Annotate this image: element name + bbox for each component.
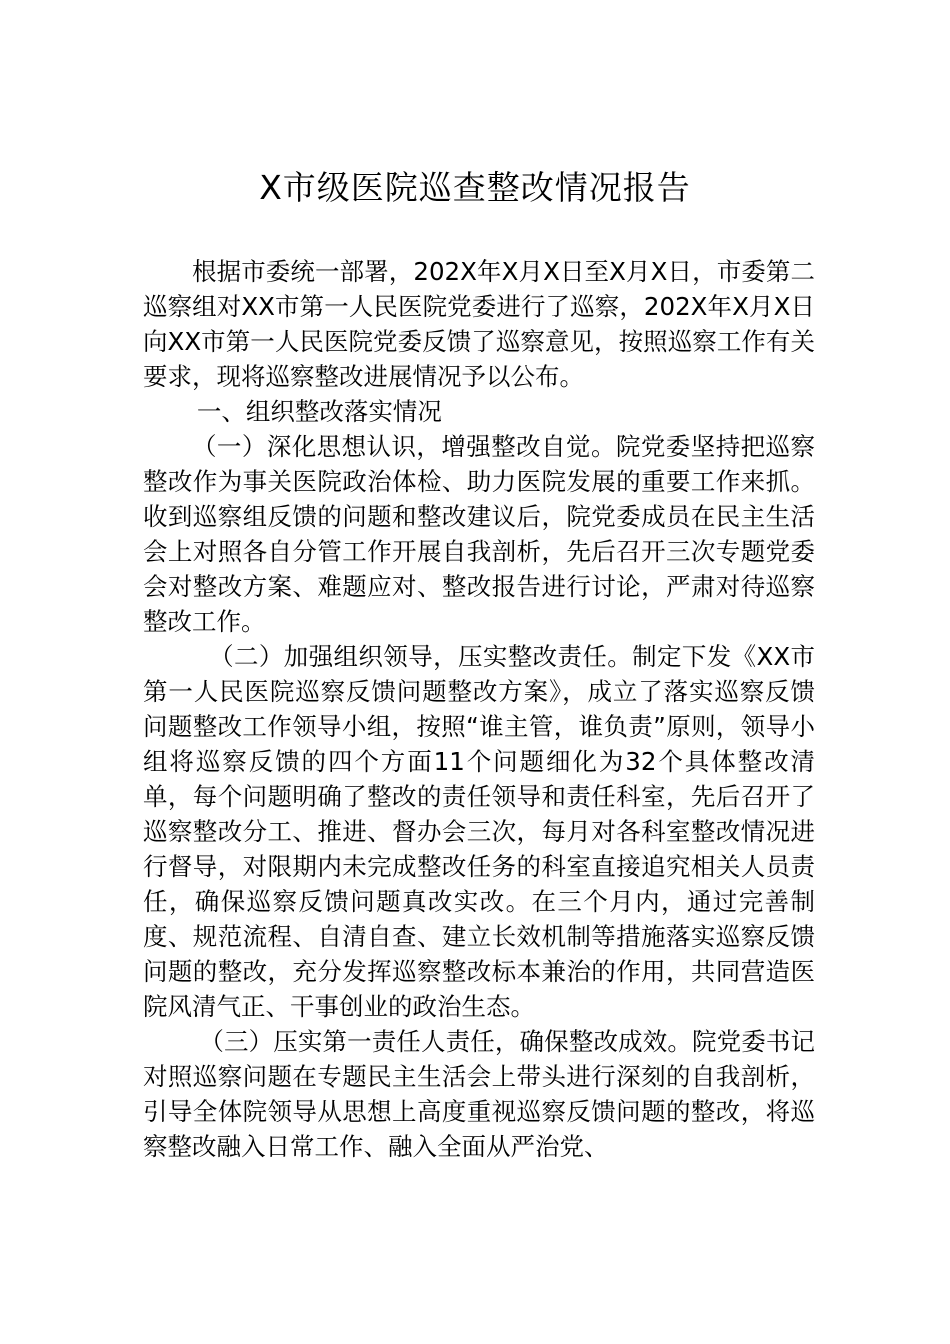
subsection-paragraph-2: （二）加强组织领导，压实整改责任。制定下发《XX市第一人民医院巡察反馈问题整改方案》，成立了落实巡察反馈问题整改工作领导小组，按照“谁主管，谁负责”原则，领导小组将巡察反馈的四个方面11个问题细化为32个具体整改清单，每个问题明确了整改的责任领导和责任科室，先后召开了巡察整改分工、推进、督办会三次，每月对各科室整改情况进行督导，对限期内未完成整改任务的科室直接追究相关人员责任，确保巡察反馈问题真改实改。在三个月内，通过完善制度、规范流程、自清自查、建立长效机制等措施落实巡察反馈问题的整改，充分发挥巡察整改标本兼治的作用，共同营造医院风清气正、干事创业的政治生态。: [143, 642, 815, 1021]
subsection-paragraph-3: （三）压实第一责任人责任，确保整改成效。院党委书记对照巡察问题在专题民主生活会上带头进行深刻的自我剖析，引导全体院领导从思想上高度重视巡察反馈问题的整改，将巡察整改融入日常工作、融入全面从严治党、: [143, 1027, 815, 1161]
document-body: [143, 254, 815, 1164]
document-title: X市级医院巡查整改情况报告: [259, 168, 691, 207]
intro-paragraph: 根据市委统一部署，202X年X月X日至X月X日，市委第二巡察组对XX市第一人民医院党委进行了巡察，202X年X月X日向XX市第一人民医院党委反馈了巡察意见，按照巡察工作有关要求，现将巡察整改进展情况予以公布。: [143, 257, 815, 391]
subsection-paragraph-1: （一）深化思想认识，增强整改自觉。院党委坚持把巡察整改作为事关医院政治体检、助力医院发展的重要工作来抓。收到巡察组反馈的问题和整改建议后，院党委成员在民主生活会上对照各自分管工作开展自我剖析，先后召开三次专题党委会对整改方案、难题应对、整改报告进行讨论，严肃对待巡察整改工作。: [143, 432, 815, 636]
section-heading: 一、组织整改落实情况: [196, 397, 442, 426]
